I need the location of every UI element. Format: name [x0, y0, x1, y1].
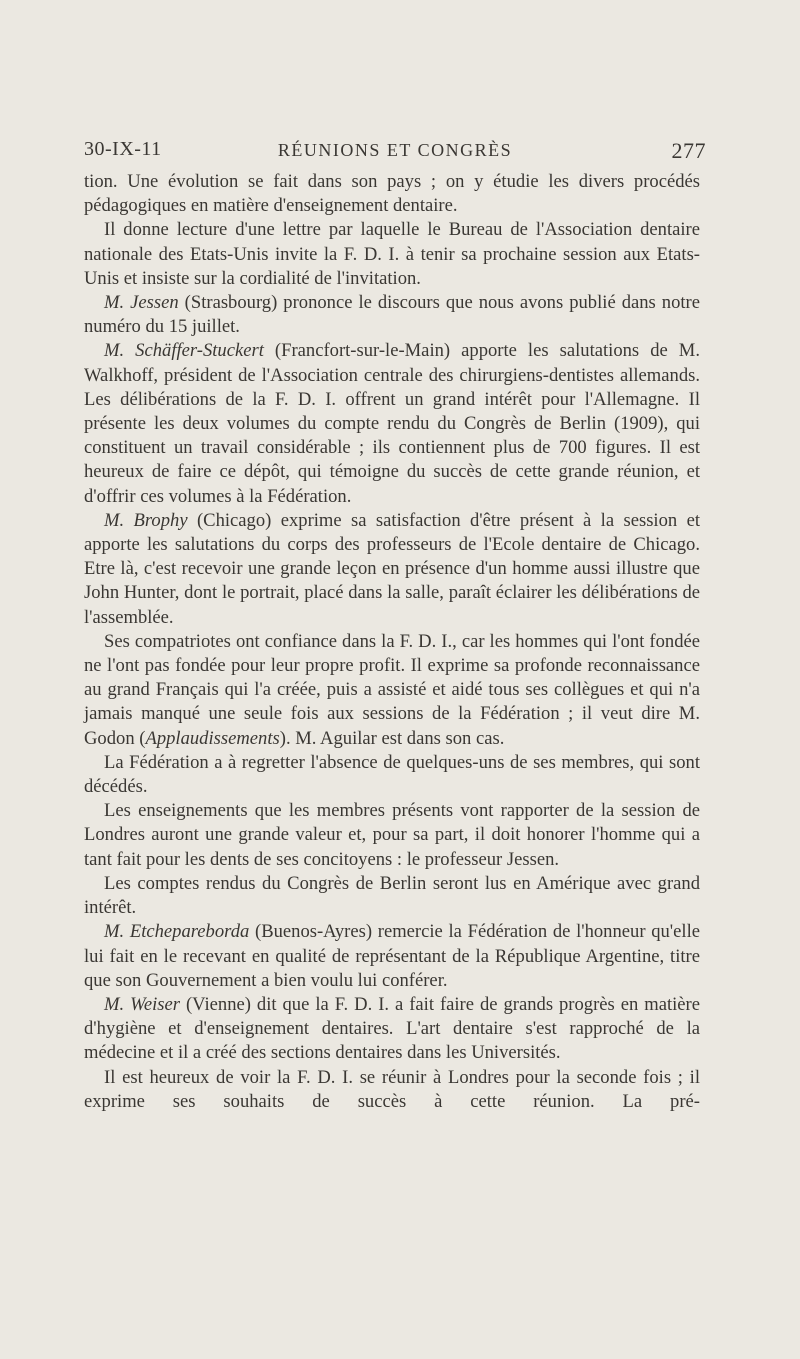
speaker-name: M. Jessen — [104, 292, 179, 314]
paragraph: tion. Une évolution se fait dans son pays ; on y étudie les divers procédés pédagogiques en matière d'enseignement dentaire. — [84, 171, 700, 217]
running-header — [84, 138, 706, 168]
speaker-name: M. Brophy — [104, 509, 188, 531]
header-title: RÉUNIONS ET CONGRÈS — [277, 140, 513, 160]
speaker-name: M. Etchepareborda — [104, 921, 250, 943]
paragraph: Les enseignements que les membres présents vont rapporter de la session de Londres auront une grande valeur et, pour sa part, il doit honorer l'homme qui a tant fait pour les dents de ses concitoyens : le professeur Jessen. — [84, 800, 700, 870]
speaker-name: M. Schäffer-Stuckert — [104, 340, 264, 362]
paragraph: M. Jessen (Strasbourg) prononce le discours que nous avons publié dans notre numéro du 15 juillet. — [84, 292, 700, 338]
paragraph: M. Brophy (Chicago) exprime sa satisfaction d'être présent à la session et apporte les salutations du corps des professeurs de l'Ecole dentaire de Chicago. Etre là, c'est recevoir une grande leçon en présence d'un homme aussi illustre que John Hunter, dont le portrait, placé dans la salle, paraît éclairer les délibérations de l'assemblée. — [84, 509, 700, 628]
applause-note: Applaudissements — [145, 727, 280, 749]
paragraph: Il est heureux de voir la F. D. I. se réunir à Londres pour la seconde fois ; il exprime ses souhaits de succès à cette réunion. La pré- — [84, 1066, 700, 1112]
speaker-name: M. Weiser — [104, 993, 181, 1015]
page-number: 277 — [671, 138, 706, 163]
paragraph: Les comptes rendus du Congrès de Berlin seront lus en Amérique avec grand intérêt. — [84, 872, 700, 919]
page-body — [84, 170, 700, 1114]
header-date: 30-IX-11 — [84, 138, 162, 160]
paragraph: M. Etchepareborda (Buenos-Ayres) remercie la Fédération de l'honneur qu'elle lui fait en le recevant en qualité de représentant de la République Argentine, titre que son Gouvernement a bien voulu lui conférer. — [84, 921, 700, 991]
paragraph: M. Weiser (Vienne) dit que la F. D. I. a fait faire de grands progrès en matière d'hygiène et d'enseignement dentaires. L'art dentaire s'est rapproché de la médecine et il a créé des sections dentaires dans les Universités. — [84, 993, 700, 1064]
paragraph: La Fédération a à regretter l'absence de quelques-uns de ses membres, qui sont décédés. — [84, 751, 700, 798]
paragraph: Ses compatriotes ont confiance dans la F. D. I., car les hommes qui l'ont fondée ne l'ont pas fondée pour leur propre profit. Il exprime sa profonde reconnaissance au grand Français qui l'a créée, puis a assisté et aidé tous ses collègues et qui n'a jamais manqué une seule fois aux sessions de la Fédération ; il veut dire M. Godon (Applaudissements). M. Aguilar est dans son cas. — [84, 630, 700, 749]
paragraph: M. Schäffer-Stuckert (Francfort-sur-le-Main) apporte les salutations de M. Walkhoff, président de l'Association centrale des chirurgiens-dentistes allemands. Les délibérations de la F. D. I. offrent un grand intérêt pour l'Allemagne. Il présente les deux volumes du compte rendu du Congrès de Berlin (1909), qui constituent un travail considérable ; ils contiennent plus de 700 figures. Il est heureux de faire ce dépôt, qui témoigne du succès de cette grande réunion, et d'offrir ces volumes à la Fédération. — [84, 340, 700, 507]
paragraph: Il donne lecture d'une lettre par laquelle le Bureau de l'Association dentaire nationale des Etats-Unis invite la F. D. I. à tenir sa prochaine session aux Etats-Unis et insiste sur la cordialité de l'invitation. — [84, 219, 700, 289]
